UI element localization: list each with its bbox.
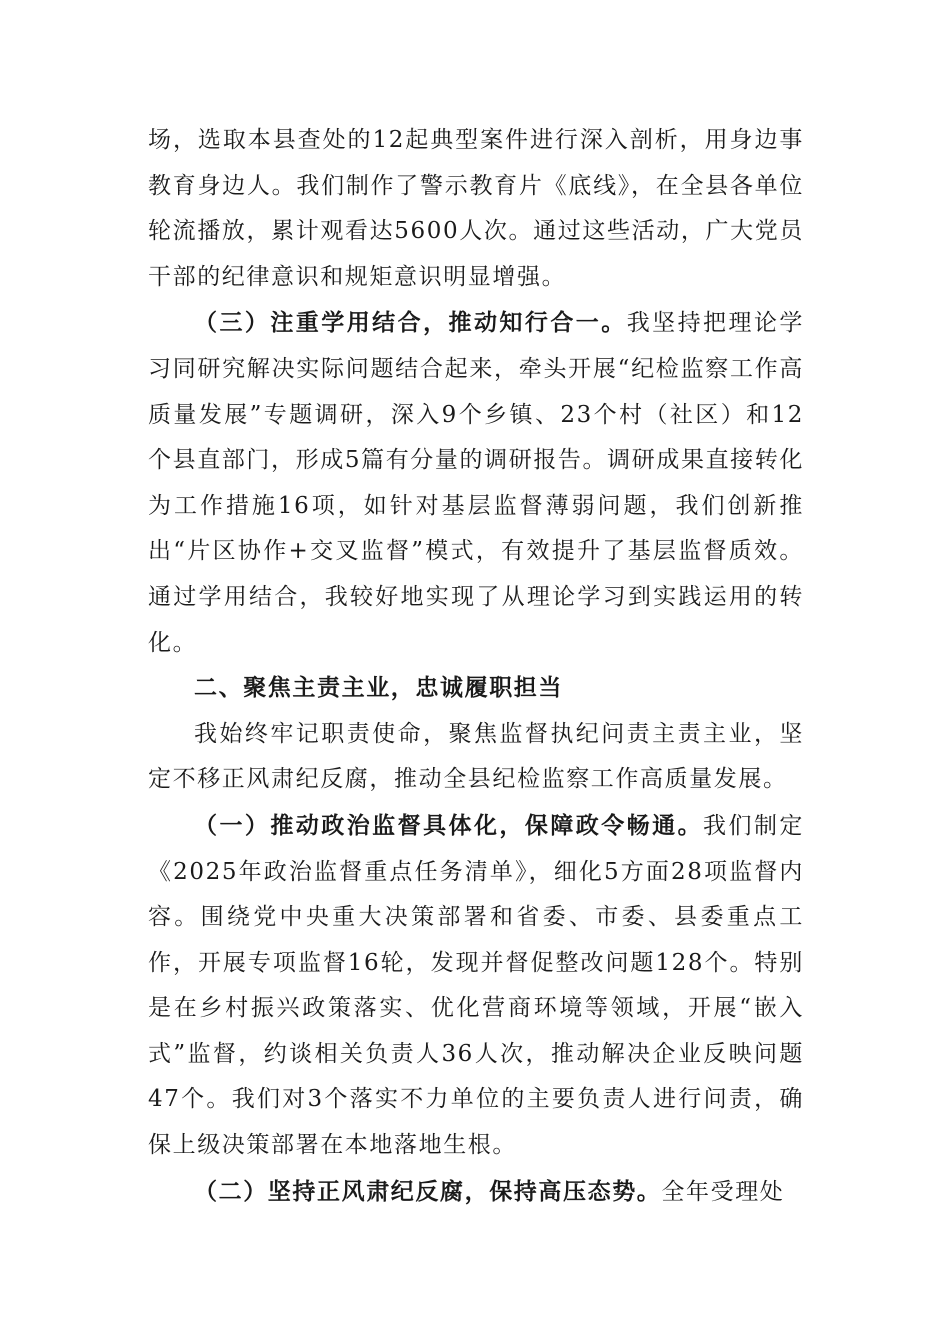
- subsection-text: 全年受理处: [661, 1178, 785, 1205]
- document-body: [148, 118, 804, 1215]
- section-heading: 二、聚焦主责主业，忠诚履职担当: [194, 675, 563, 702]
- subsection-text: 我坚持把理论学习同研究解决实际问题结合起来，牵头开展“纪检监察工作高质量发展”专题调研，深入9个乡镇、23个村（社区）和12个县直部门，形成5篇有分量的调研报告。调研成果直接转化为工作措施16项，如针对基层监督薄弱问题，我们创新推出“片区协作+交叉监督”模式，有效提升了基层监督质效。通过学用结合，我较好地实现了从理论学习到实践运用的转化。: [148, 310, 804, 656]
- subsection-lead: （三）注重学用结合，推动知行合一。: [194, 309, 627, 337]
- paragraph-subsection-2: [148, 1169, 804, 1216]
- paragraph-body: 我始终牢记职责使命，聚焦监督执纪问责主责主业，坚定不移正风肃纪反腐，推动全县纪检监察工作高质量发展。: [148, 720, 804, 793]
- subsection-lead: （二）坚持正风肃纪反腐，保持高压态势。: [194, 1177, 662, 1205]
- paragraph-subsection-3: [148, 300, 804, 666]
- paragraph-subsection-1: [148, 803, 804, 1169]
- subsection-text: 我们制定《2025年政治监督重点任务清单》，细化5方面28项监督内容。围绕党中央重大决策部署和省委、市委、县委重点工作，开展专项监督16轮，发现并督促整改问题128个。特别是在乡村振兴政策落实、优化营商环境等领域，开展“嵌入式”监督，约谈相关负责人36人次，推动解决企业反映问题47个。我们对3个落实不力单位的主要负责人进行问责，确保上级决策部署在本地落地生根。: [148, 812, 805, 1159]
- subsection-lead: （一）推动政治监督具体化，保障政令畅通。: [194, 811, 704, 839]
- paragraph-continuation: 场，选取本县查处的12起典型案件进行深入剖析，用身边事教育身边人。我们制作了警示教育片《底线》，在全县各单位轮流播放，累计观看达5600人次。通过这些活动，广大党员干部的纪律意识和规矩意识明显增强。: [148, 127, 804, 290]
